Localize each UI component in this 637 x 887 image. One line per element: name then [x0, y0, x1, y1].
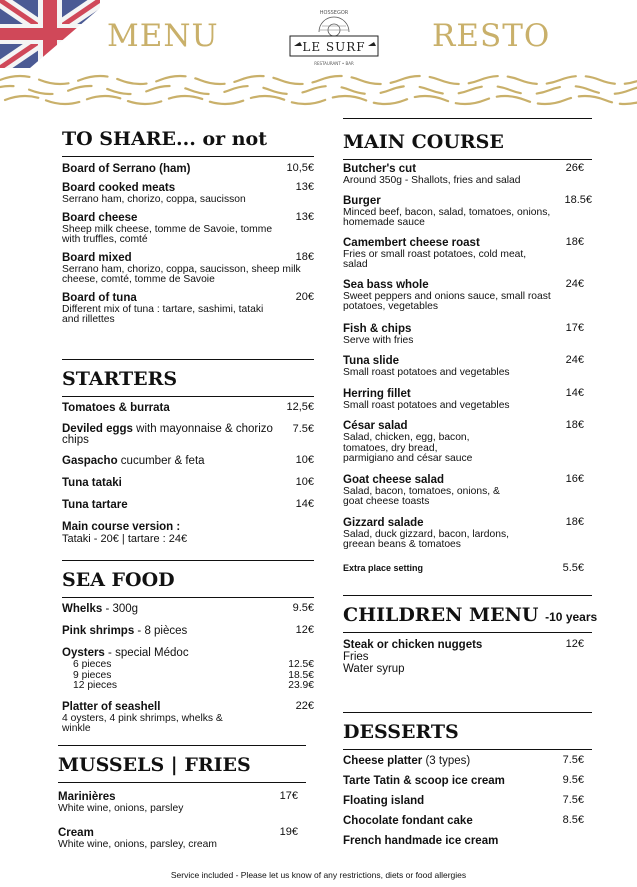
menu-item: Board of tuna Different mix of tuna : tartare, sashimi, tataki and rillettes 20€ — [62, 290, 314, 325]
menu-item: Tuna tataki 10€ — [62, 476, 314, 489]
menu-item: Tuna tartare 14€ — [62, 498, 314, 511]
section-title-starters: STARTERS — [62, 368, 314, 397]
oyster-option: 12 pieces 23.9€ — [73, 680, 314, 691]
menu-item: Burger Minced beef, bacon, salad, tomatoes, onions, homemade sauce 18.5€ — [343, 193, 592, 228]
section-children-menu — [343, 595, 598, 675]
section-title-to-share: TO SHARE... or not — [62, 128, 314, 157]
menu-item: Gizzard salade Salad, duck gizzard, bacon, lardons, greean beans & tomatoes 18€ — [343, 515, 584, 550]
menu-item: Board mixed Serrano ham, chorizo, coppa, saucisson, sheep milk cheese, comté, tomme de Savoie 18€ — [62, 250, 314, 285]
menu-item: Board cheese Sheep milk cheese, tomme de Savoie, tomme with truffles, comté 13€ — [62, 210, 314, 245]
section-title-desserts: DESSERTS — [343, 721, 592, 750]
menu-item: Gaspacho cucumber & feta 10€ — [62, 454, 314, 467]
section-sea-food — [62, 560, 314, 735]
menu-item: Fish & chips Serve with fries 17€ — [343, 321, 584, 346]
uk-flag-graphic — [0, 0, 100, 68]
section-title-main-course: MAIN COURSE — [343, 131, 592, 160]
menu-item: César salad Salad, chicken, egg, bacon, tomatoes, dry bread, parmigiano and césar sauce 18€ — [343, 419, 584, 464]
section-desserts — [343, 712, 592, 848]
header-resto-word: RESTO — [432, 18, 551, 54]
section-starters — [62, 359, 314, 545]
menu-item: Floating island 7.5€ — [343, 794, 584, 807]
section-mussels — [58, 745, 306, 850]
menu-item: Goat cheese salad Salad, bacon, tomatoes, onions, & goat cheese toasts 16€ — [343, 472, 584, 507]
menu-item: Butcher's cut Around 350g - Shallots, fries and salad 26€ — [343, 162, 584, 186]
menu-item: Cream White wine, onions, parsley, cream 19€ — [58, 825, 298, 850]
menu-item: Board of Serrano (ham) 10,5€ — [62, 162, 314, 175]
section-main-course — [343, 118, 592, 574]
menu-item: Marinières White wine, onions, parsley 17€ — [58, 790, 298, 814]
svg-text:HOSSEGOR: HOSSEGOR — [319, 10, 349, 16]
header-menu-word: MENU — [107, 18, 219, 54]
footer-note: Service included - Please let us know of any restrictions, diets or food allergies — [170, 870, 467, 880]
share-item-list — [62, 163, 314, 326]
menu-item: Platter of seashell 4 oysters, 4 pink shrimps, whelks & winkle 22€ — [62, 699, 314, 734]
menu-item: Chocolate fondant cake 8.5€ — [343, 814, 584, 827]
menu-item: Cheese platter (3 types) 7.5€ — [343, 754, 584, 767]
menu-item: Deviled eggs with mayonnaise & chorizo chips 7.5€ — [62, 423, 314, 446]
menu-item: Tuna slide Small roast potatoes and vegetables 24€ — [343, 354, 584, 378]
menu-item: Pink shrimps - 8 pièces 12€ — [62, 624, 314, 637]
menu-item: Sea bass whole Sweet peppers and onions sauce, small roast potatoes, vegetables 24€ — [343, 277, 584, 312]
decorative-waves — [0, 70, 637, 110]
menu-item: Camembert cheese roast Fries or small roast potatoes, cold meat, salad 18€ — [343, 235, 584, 270]
menu-item: Whelks - 300g 9.5€ — [62, 602, 314, 615]
section-title-mussels: MUSSELS | FRIES — [58, 754, 306, 783]
section-to-share — [62, 128, 314, 326]
menu-item: French handmade ice cream — [343, 835, 499, 847]
svg-text:RESTAURANT • BAR: RESTAURANT • BAR — [314, 61, 354, 66]
menu-item: Extra place setting 5.5€ — [343, 561, 584, 574]
menu-item: Herring fillet Small roast potatoes and vegetables 14€ — [343, 386, 584, 411]
menu-item: Steak or chicken nuggets Fries Water syrup 12€ — [343, 638, 584, 675]
svg-text:Le surf: Le surf — [302, 40, 366, 54]
menu-item: Tomatoes & burrata 12,5€ — [62, 401, 314, 414]
menu-item: Oysters - special Médoc 6 pieces 12.5€ 9 pieces 18.5€ 12 pieces 23.9€ — [62, 647, 314, 691]
oyster-option: 9 pieces 18.5€ — [73, 669, 314, 681]
section-title-sea-food: SEA FOOD — [62, 569, 314, 598]
menu-item: Main course version : Tataki - 20€ | tartare : 24€ — [62, 521, 188, 545]
le-surf-logo — [284, 6, 384, 68]
oyster-option: 6 pieces 12.5€ — [73, 659, 314, 670]
menu-item: Tarte Tatin & scoop ice cream 9.5€ — [343, 774, 584, 787]
section-title-children: CHILDREN MENU -10 years — [343, 604, 592, 633]
menu-item: Board cooked meats Serrano ham, chorizo, coppa, saucisson 13€ — [62, 181, 314, 205]
